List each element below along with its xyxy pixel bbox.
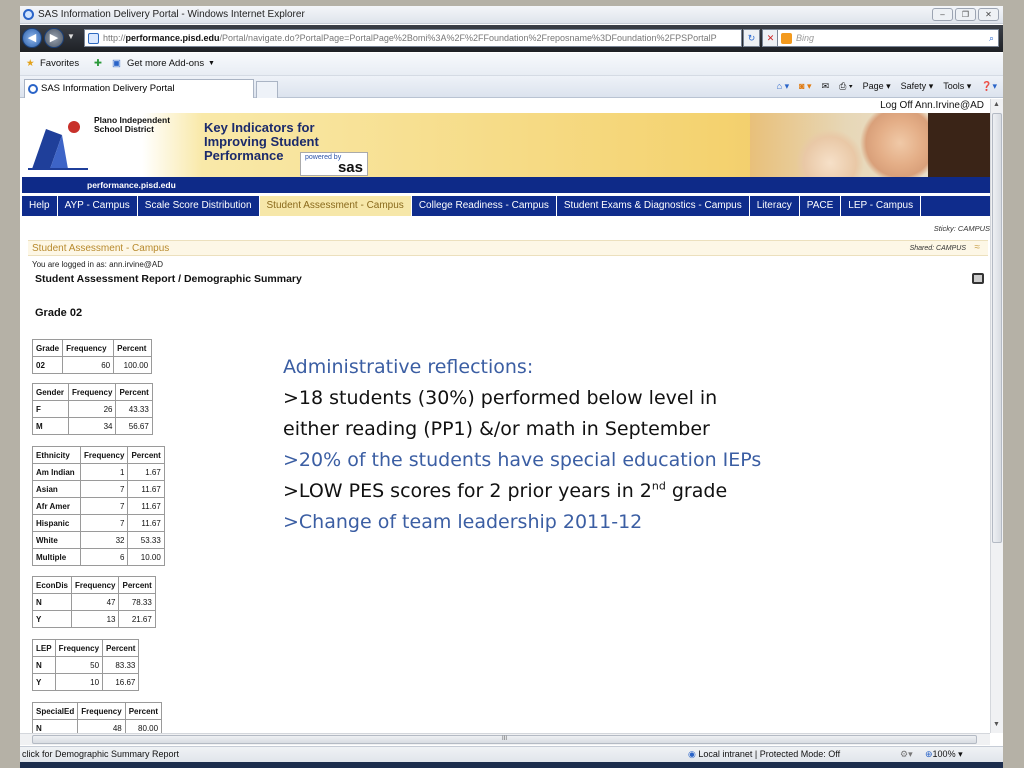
table-cell: 1	[81, 464, 128, 481]
address-toolbar	[20, 25, 1003, 52]
url-path: /Portal/navigate.do?PortalPage=PortalPage%2Bomi%3A%2F%2FFoundation%2Freposname%3DFoundation%2FPSPortalP	[219, 33, 717, 43]
tab-scale-score-distribution[interactable]: Scale Score Distribution	[138, 196, 260, 216]
minimize-button[interactable]: –	[932, 8, 953, 21]
table-cell: 100.00	[114, 357, 152, 374]
district-line-1: Plano Independent	[94, 115, 171, 125]
site-url: performance.pisd.edu	[87, 180, 176, 190]
add-favorites-icon[interactable]: ✚	[94, 58, 102, 69]
url-scheme: http://	[103, 33, 126, 43]
horizontal-scrollbar[interactable]	[20, 733, 990, 745]
table-cell: N	[33, 594, 72, 611]
table-header: Percent	[114, 340, 152, 357]
reflection-line: >18 students (30%) performed below level in	[283, 387, 718, 409]
zoom-control[interactable]: ⊕100% ▾	[925, 749, 963, 759]
table-cell: 11.67	[128, 481, 164, 498]
portlet-title: Student Assessment - Campus	[32, 243, 170, 254]
table-cell: 11.67	[128, 498, 164, 515]
reflection-line: either reading (PP1) &/or math in September	[283, 418, 710, 440]
table-header: Frequency	[55, 640, 102, 657]
command-bar	[777, 81, 997, 92]
administrative-reflections	[283, 352, 843, 538]
search-icon[interactable]: ⌕	[988, 33, 994, 43]
portlet-header	[28, 240, 988, 256]
table-row	[33, 515, 165, 532]
table-cell: Am Indian	[33, 464, 81, 481]
reflection-line-text: >LOW PES scores for 2 prior years in 2	[283, 480, 652, 502]
lep-table	[32, 639, 139, 691]
table-cell: 60	[63, 357, 114, 374]
page-menu-label: Page	[862, 81, 884, 91]
favorites-bar	[20, 53, 1003, 76]
sas-wordmark: sas	[337, 159, 363, 176]
status-bar	[20, 746, 1003, 762]
table-cell: N	[33, 657, 56, 674]
table-header: SpecialEd	[33, 703, 78, 720]
stop-icon[interactable]: ✕	[762, 29, 779, 47]
ethnicity-table	[32, 446, 165, 566]
print-icon[interactable]: ⎙ ▾	[839, 81, 853, 91]
district-name	[94, 116, 170, 134]
zoom-level: 100%	[932, 749, 956, 759]
reflection-line-text: grade	[665, 480, 728, 502]
portal-tabs	[22, 196, 990, 216]
table-row	[33, 498, 165, 515]
forward-button[interactable]: ▶	[44, 28, 64, 48]
table-cell: 43.33	[116, 401, 152, 418]
specialed-table	[32, 702, 162, 733]
browser-window	[20, 6, 1003, 768]
safety-menu[interactable]: Safety ▾	[900, 81, 934, 91]
status-text: click for Demographic Summary Report	[22, 749, 180, 759]
district-line-2: School District	[94, 124, 154, 134]
scroll-down-icon[interactable]: ▼	[993, 721, 1000, 728]
table-header: Percent	[125, 703, 161, 720]
tab-bar	[20, 76, 1003, 98]
collapse-icon[interactable]: ≈	[974, 242, 980, 253]
table-header: Percent	[119, 577, 155, 594]
browser-tab-label: SAS Information Delivery Portal	[41, 83, 175, 94]
table-header: Grade	[33, 340, 63, 357]
back-button[interactable]: ◀	[22, 28, 42, 48]
horizontal-scroll-thumb[interactable]: III	[32, 735, 977, 744]
table-row	[33, 357, 152, 374]
table-row	[33, 657, 139, 674]
table-cell: Y	[33, 611, 72, 628]
tab-literacy[interactable]: Literacy	[750, 196, 800, 216]
table-cell: 50	[55, 657, 102, 674]
vertical-scroll-thumb[interactable]	[992, 113, 1002, 543]
page-content	[20, 99, 990, 733]
refresh-icon[interactable]: ↻	[743, 29, 760, 47]
reflection-line: >20% of the students have special education IEPs	[283, 449, 762, 471]
table-header: Percent	[103, 640, 139, 657]
table-cell: 7	[81, 481, 128, 498]
sas-logo	[300, 152, 368, 176]
tab-college-readiness-campus[interactable]: College Readiness - Campus	[412, 196, 557, 216]
grade-heading: Grade 02	[35, 307, 83, 319]
table-cell: 48	[78, 720, 125, 734]
table-row	[33, 674, 139, 691]
tab-ie-icon	[28, 84, 38, 94]
table-cell: 32	[81, 532, 128, 549]
table-header: LEP	[33, 640, 56, 657]
sticky-label: Sticky: CAMPUS	[933, 224, 990, 233]
globe-icon: ◉	[688, 749, 696, 759]
table-cell: Hispanic	[33, 515, 81, 532]
star-icon: ★	[26, 58, 35, 69]
table-header: Ethnicity	[33, 447, 81, 464]
window-title: SAS Information Delivery Portal - Windows Internet Explorer	[38, 9, 305, 20]
table-row	[33, 720, 162, 734]
table-cell: Asian	[33, 481, 81, 498]
bing-icon	[781, 33, 792, 44]
tools-menu[interactable]: Tools ▾	[943, 81, 972, 91]
table-cell: 02	[33, 357, 63, 374]
chevron-down-icon[interactable]: ▼	[208, 60, 215, 67]
gender-table	[32, 383, 153, 435]
tab-pace[interactable]: PACE	[800, 196, 842, 216]
table-cell: N	[33, 720, 78, 734]
page-icon	[88, 33, 99, 44]
district-logo	[28, 119, 88, 171]
table-cell: 7	[81, 498, 128, 515]
table-cell: 7	[81, 515, 128, 532]
home-icon[interactable]: ⌂ ▾	[776, 81, 790, 91]
table-cell: Multiple	[33, 549, 81, 566]
table-cell: 11.67	[128, 515, 164, 532]
new-tab-button[interactable]	[256, 81, 278, 98]
reflection-line	[283, 476, 843, 507]
table-cell: F	[33, 401, 69, 418]
table-row	[33, 549, 165, 566]
help-icon[interactable]: ❓▾	[981, 81, 997, 91]
table-cell: 21.67	[119, 611, 155, 628]
portal-banner	[22, 113, 990, 177]
table-cell: 26	[69, 401, 116, 418]
table-cell: 13	[72, 611, 119, 628]
table-cell: 53.33	[128, 532, 164, 549]
table-header: Gender	[33, 384, 69, 401]
table-cell: Y	[33, 674, 56, 691]
table-header: Frequency	[78, 703, 125, 720]
table-header: Frequency	[81, 447, 128, 464]
logoff-link[interactable]: Log Off Ann.Irvine@AD	[880, 100, 984, 111]
table-row	[33, 464, 165, 481]
mail-icon[interactable]: ✉	[821, 81, 830, 91]
site-bar	[22, 177, 990, 193]
address-buttons	[743, 29, 779, 47]
reflections-title: Administrative reflections:	[283, 356, 534, 378]
tab-student-exams-diagnostics[interactable]: Student Exams & Diagnostics - Campus	[557, 196, 750, 216]
table-cell: 34	[69, 418, 116, 435]
window-controls	[932, 8, 999, 21]
search-placeholder: Bing	[796, 33, 815, 43]
reflection-line: >Change of team leadership 2011-12	[283, 511, 643, 533]
table-cell: White	[33, 532, 81, 549]
table-row	[33, 611, 156, 628]
report-title: Student Assessment Report / Demographic Summary	[35, 273, 302, 285]
tools-menu-label: Tools	[943, 81, 965, 91]
browser-tab[interactable]	[24, 79, 254, 98]
protected-mode-icon[interactable]: ⚙▾	[900, 749, 913, 759]
table-header: Frequency	[72, 577, 119, 594]
table-row	[33, 594, 156, 611]
page-menu[interactable]: Page ▾	[862, 81, 891, 91]
headline-line-1: Key Indicators for	[204, 120, 315, 135]
reflection-superscript: nd	[651, 479, 666, 493]
table-cell: 1.67	[128, 464, 164, 481]
history-dropdown-icon[interactable]: ▼	[67, 32, 75, 41]
security-zone	[688, 747, 840, 762]
table-cell: 16.67	[103, 674, 139, 691]
table-cell: 6	[81, 549, 128, 566]
table-header: EconDis	[33, 577, 72, 594]
taskbar	[20, 762, 1003, 768]
grade-table	[32, 339, 152, 374]
table-cell: Afr Amer	[33, 498, 81, 515]
favorites-button[interactable]: Favorites	[40, 58, 80, 69]
table-header: Percent	[128, 447, 164, 464]
title-bar	[20, 6, 1003, 24]
url-domain: performance.pisd.edu	[125, 33, 220, 43]
get-addons-link[interactable]: Get more Add-ons	[127, 58, 205, 69]
tab-lep-campus[interactable]: LEP - Campus	[841, 196, 921, 216]
table-cell: 10.00	[128, 549, 164, 566]
econdis-table	[32, 576, 156, 628]
table-header: Percent	[116, 384, 152, 401]
security-zone-text: Local intranet | Protected Mode: Off	[698, 749, 841, 759]
headline-line-2: Improving Student	[204, 134, 319, 149]
table-cell: 78.33	[119, 594, 155, 611]
logged-in-text: You are logged in as: ann.irvine@AD	[32, 260, 164, 269]
table-cell: 83.33	[103, 657, 139, 674]
address-field[interactable]	[84, 29, 742, 47]
printer-icon[interactable]	[972, 273, 984, 284]
table-row	[33, 481, 165, 498]
shared-label: Shared: CAMPUS	[909, 245, 966, 252]
restore-button[interactable]: ❐	[955, 8, 976, 21]
feeds-icon[interactable]: ◙ ▾	[799, 81, 812, 91]
table-cell: 10	[55, 674, 102, 691]
addon-page-icon: ▣	[112, 58, 121, 69]
headline-line-3: Performance	[204, 148, 284, 163]
vertical-scrollbar[interactable]	[990, 99, 1003, 733]
table-header: Frequency	[63, 340, 114, 357]
zoom-icon: ⊕	[925, 749, 933, 759]
safety-menu-label: Safety	[900, 81, 927, 91]
table-cell: M	[33, 418, 69, 435]
table-row	[33, 401, 153, 418]
powered-by-label: powered by	[305, 154, 342, 161]
tab-help[interactable]: Help	[22, 196, 58, 216]
table-row	[33, 418, 153, 435]
table-cell: 80.00	[125, 720, 161, 734]
scroll-up-icon[interactable]: ▲	[993, 101, 1000, 108]
ie-icon	[23, 9, 34, 20]
table-cell: 56.67	[116, 418, 152, 435]
search-field[interactable]	[777, 29, 999, 47]
table-header: Frequency	[69, 384, 116, 401]
student-photo	[750, 113, 990, 177]
table-cell: 47	[72, 594, 119, 611]
table-row	[33, 532, 165, 549]
close-button[interactable]: ✕	[978, 8, 999, 21]
tab-ayp-campus[interactable]: AYP - Campus	[58, 196, 138, 216]
tab-student-assessment-campus[interactable]: Student Assessment - Campus	[260, 196, 412, 216]
